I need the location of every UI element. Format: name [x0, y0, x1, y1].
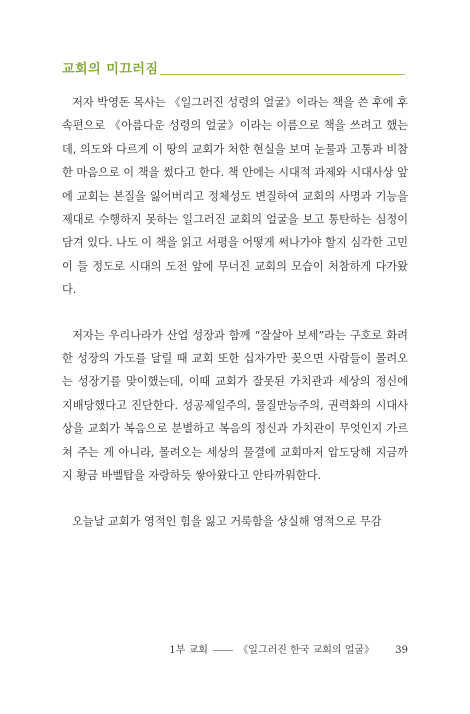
footer-section: 교회: [188, 645, 208, 656]
running-head: 교회의 미끄러짐: [62, 62, 159, 77]
footer-rule: [213, 650, 233, 651]
page-footer: [0, 641, 408, 656]
footer-book-title: 《일그러진 한국 교회의 얼굴》: [238, 645, 375, 656]
running-head-rule: [160, 74, 405, 75]
paragraph-3: 오늘날 교회가 영적인 힘을 잃고 거룩함을 상실해 영적으로 무감: [72, 514, 382, 528]
paragraph-1: 저자 박영돈 목사는 《일그러진 성령의 얼굴》이라는 책을 쓴 후에 후속편으로 《아름다운 성령의 얼굴》이라는 이름으로 책을 쓰려고 했는데, 의도와 다르게 이 땅의 교회가 처한 현실을 보며 눈물과 고통과 비참한 마음으로 이 책을 썼다고 한다. 책 안에는 시대적 과제와 시대사상 앞에 교회는 본질을 잃어버리고 정체성도 변질하여 교회의 사명과 기능을 제대로 수행하지 못하는 일그러진 교회의 얼굴을 보고 통탄하는 심정이 담겨 있다. 나도 이 책을 읽고 서평을 어떻게 써나가야 할지 심각한 고민이 들 정도로 시대의 도전 앞에 무너진 교회의 모습이 처참하게 다가왔다.: [62, 96, 408, 297]
body-text: [62, 91, 408, 555]
footer-part: 1부: [169, 645, 186, 656]
page-number: 39: [395, 645, 408, 656]
paragraph-2: 저자는 우리나라가 산업 성장과 함께 “잘살아 보세”라는 구호로 화려한 성장의 가도를 달릴 때 교회 또한 십자가만 꽂으면 사람들이 몰려오는 성장기를 맞이했는데, 이때 교회가 잘못된 가치관과 세상의 정신에 지배당했다고 진단한다. 성공제일주의, 물질만능주의, 권력화의 시대사상을 교회가 복음으로 분별하고 복음의 정신과 가치관이 무엇인지 가르쳐 주는 게 아니라, 몰려오는 세상의 물결에 교회마저 압도당해 지금까지 황금 바벨탑을 자랑하듯 쌓아왔다고 안타까워한다.: [62, 328, 408, 483]
